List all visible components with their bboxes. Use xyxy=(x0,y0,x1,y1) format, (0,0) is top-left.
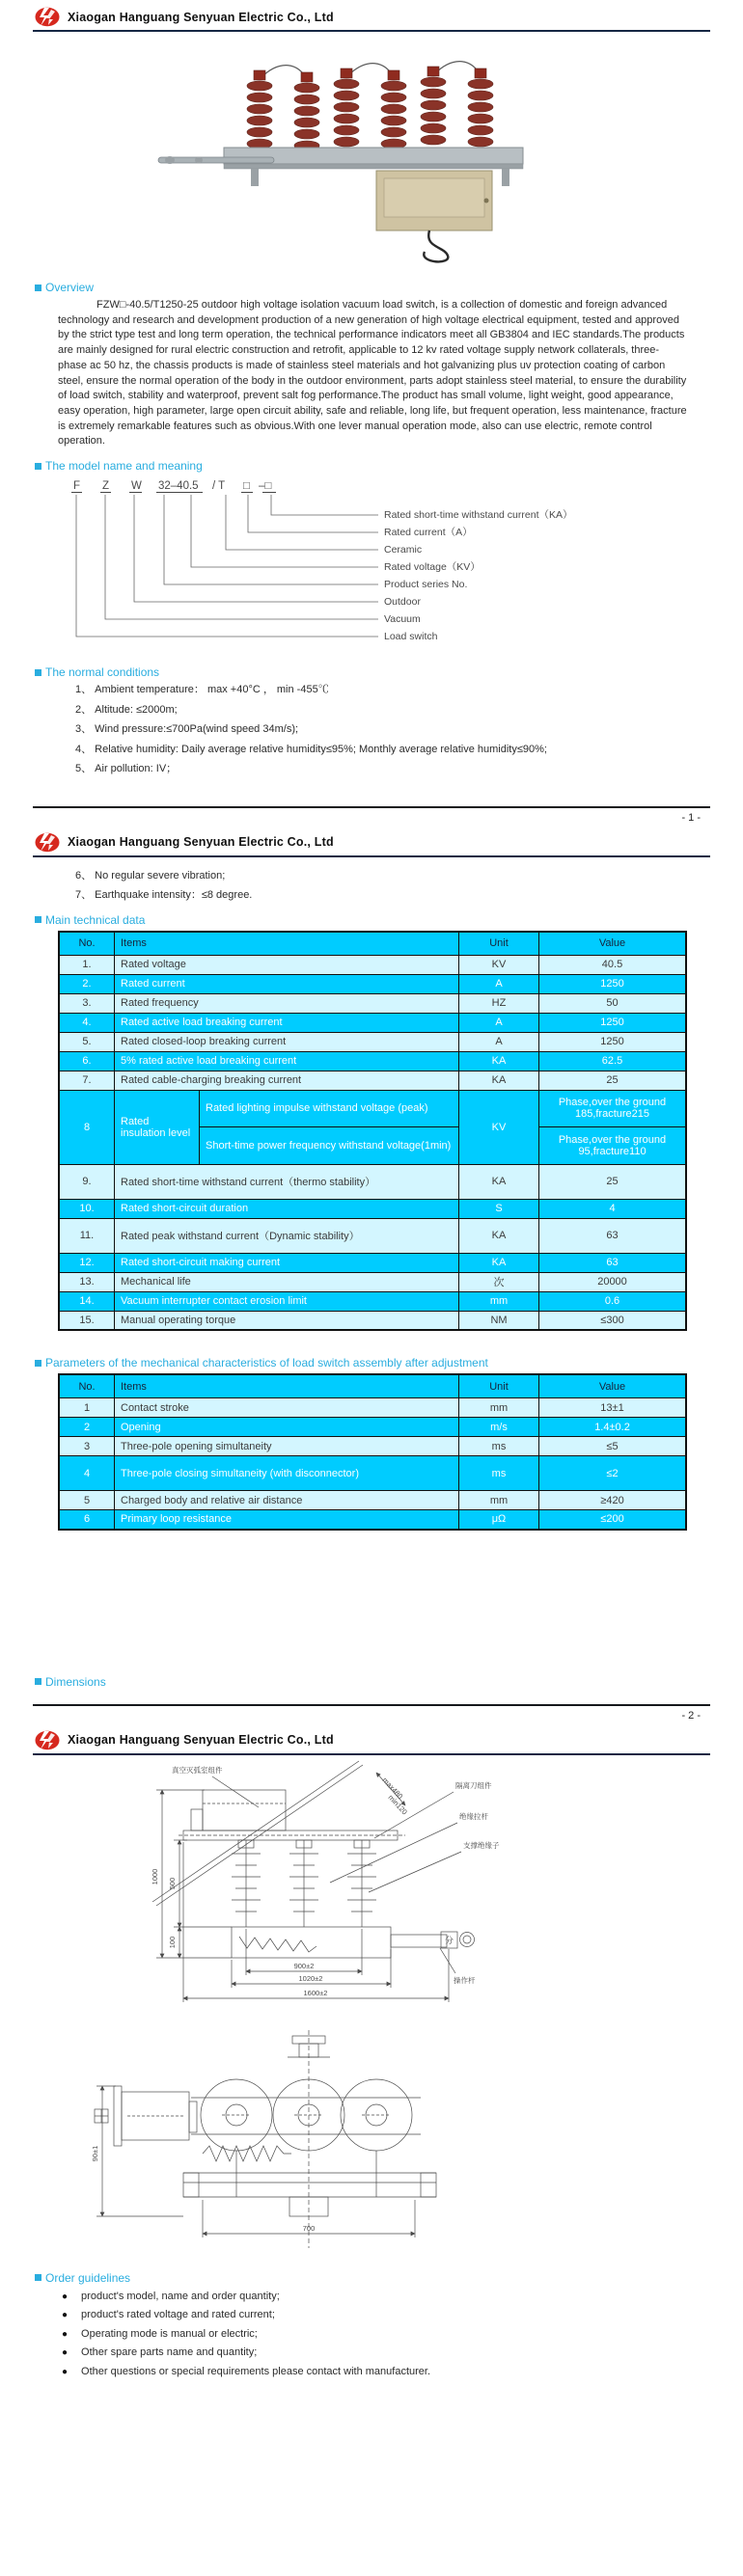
dimension-drawing-front xyxy=(68,2026,743,2258)
svg-text:W: W xyxy=(131,480,142,493)
svg-text:绝缘拉杆: 绝缘拉杆 xyxy=(459,1811,488,1821)
product-photo-image xyxy=(154,41,589,265)
company-logo-icon xyxy=(35,1730,60,1750)
condition-item: 6、 No regular severe vibration; xyxy=(75,869,226,881)
svg-text:100: 100 xyxy=(168,1936,177,1948)
mech-table-row: 2 Opening m/s 1.4±0.2 xyxy=(59,1418,686,1437)
svg-text:Rated short-time withstand cur: Rated short-time withstand current（KA） xyxy=(384,509,573,522)
condition-item: 2、 Altitude: ≤2000m; xyxy=(75,703,178,716)
dimension-drawing-side xyxy=(87,1755,743,2013)
svg-text:隔离刀组件: 隔离刀组件 xyxy=(455,1780,492,1790)
section-bullet-icon xyxy=(35,1678,41,1685)
svg-text:/ T: / T xyxy=(212,480,226,493)
tech-table-row: 8 Rated insulation level Rated lighting impulse withstand voltage (peak) Short-time power frequency withstand voltage(1min) KV Phase,over the ground 185,fracture215 Phase,over the ground 95,fracture110 xyxy=(59,1090,686,1164)
conditions-list xyxy=(75,683,654,777)
svg-text:操作杆: 操作杆 xyxy=(454,1975,476,1985)
mech-table xyxy=(58,1373,687,1531)
section-bullet-icon xyxy=(35,1360,41,1367)
tech-table-row: 11. Rated peak withstand current（Dynamic stability） KA 63 xyxy=(59,1218,686,1253)
section-bullet-icon xyxy=(35,285,41,291)
condition-item: 4、 Relative humidity: Daily average relative humidity≤95%; Monthly average relative humidity≤90%; xyxy=(75,743,547,755)
mech-table-row: 6 Primary loop resistance μΩ ≤200 xyxy=(59,1510,686,1530)
tech-table-row: 2. Rated current A 1250 xyxy=(59,974,686,993)
svg-text:Rated voltage（KV）: Rated voltage（KV） xyxy=(384,561,481,574)
section-bullet-icon xyxy=(35,463,41,470)
order-bullet-item xyxy=(62,2364,743,2381)
order-bullet-item xyxy=(62,2345,743,2362)
svg-text:Ceramic: Ceramic xyxy=(384,544,423,556)
svg-text:F: F xyxy=(73,480,81,493)
order-bullet-text: Other spare parts name and quantity; xyxy=(81,2346,258,2359)
tech-table-row: 14. Vacuum interrupter contact erosion limit mm 0.6 xyxy=(59,1291,686,1311)
mech-table-heading: Parameters of the mechanical characteristics of load switch assembly after adjustment xyxy=(35,1356,743,1369)
svg-text:Load switch: Load switch xyxy=(384,631,438,643)
svg-text:–□: –□ xyxy=(259,480,272,493)
conditions-heading: The normal conditions xyxy=(35,665,743,679)
overview-heading: Overview xyxy=(35,281,743,294)
company-logo-icon xyxy=(35,832,60,853)
svg-text:500: 500 xyxy=(168,1877,177,1889)
order-bullet-item xyxy=(62,2307,743,2324)
company-header xyxy=(33,826,710,857)
tech-table-row: 6. 5% rated active load breaking current KA 62.5 xyxy=(59,1051,686,1071)
mech-table-header-row: No. Items Unit Value xyxy=(59,1374,686,1398)
dimensions-heading: Dimensions xyxy=(35,1675,743,1689)
bullet-icon: ● xyxy=(62,2366,69,2377)
svg-text:Outdoor: Outdoor xyxy=(384,596,421,609)
tech-table-row: 5. Rated closed-loop breaking current A 1250 xyxy=(59,1032,686,1051)
mech-table-row: 1 Contact stroke mm 13±1 xyxy=(59,1398,686,1418)
page-divider xyxy=(33,1704,710,1706)
svg-text:90±1: 90±1 xyxy=(91,2145,99,2161)
svg-text:min120: min120 xyxy=(386,1792,409,1816)
company-header xyxy=(33,0,710,32)
order-bullet-text: product's rated voltage and rated current; xyxy=(81,2309,275,2321)
section-bullet-icon xyxy=(35,669,41,676)
mech-table-row: 3 Three-pole opening simultaneity ms ≤5 xyxy=(59,1437,686,1456)
tech-table-row: 1. Rated voltage KV 40.5 xyxy=(59,955,686,974)
svg-text:1020±2: 1020±2 xyxy=(298,1973,323,1983)
tech-table-row: 15. Manual operating torque NM ≤300 xyxy=(59,1311,686,1330)
bullet-icon: ● xyxy=(62,2347,69,2359)
svg-text:Z: Z xyxy=(102,480,110,493)
svg-text:Vacuum: Vacuum xyxy=(384,613,421,626)
overview-paragraph: FZW□-40.5/T1250-25 outdoor high voltage isolation vacuum load switch, is a collection of domestic and foreign advanced technology and research and development production of a new generation of high voltage electrical equipment, tested and approved by the strict type test and long term operation, the technical performance indicators meet all GB3804 and IEC standards.The products are mainly designed for rural electric construction and retrofit, applicable to 12 kv rated voltage supply network collaterals, three-phase ac 50 hz, the chassis products is made of stainless steel materials and hot galvanizing plus uv protection coating of carbon steel, ensure the normal operation of the body in the outdoor environment, parts adopt stainless steel material, to ensure the durability of load switch, stability and waterproof, prevent salt fog performance.The product has small volume, light weight, good appearance, easy operation, high parameter, large open circuit ability, safe and reliable, long life, but frequent operation, less maintenance, fracture is extremely remarkable features such as obvious.With one lever manual operation mode, also can use electric, remote control operation. xyxy=(58,299,687,447)
svg-text:Product series No.: Product series No. xyxy=(384,579,468,591)
order-bullet-text: Operating mode is manual or electric; xyxy=(81,2327,258,2340)
tech-table-row: 12. Rated short-circuit making current KA 63 xyxy=(59,1253,686,1272)
tech-table-row: 4. Rated active load breaking current A 1250 xyxy=(59,1013,686,1032)
tech-table-heading: Main technical data xyxy=(35,913,743,927)
order-bullet-item xyxy=(62,2289,743,2306)
page-number-2: - 2 - xyxy=(681,1709,701,1722)
tech-table-row: 10. Rated short-circuit duration S 4 xyxy=(59,1199,686,1218)
section-bullet-icon xyxy=(35,916,41,923)
mech-table-row: 5 Charged body and relative air distance mm ≥420 xyxy=(59,1491,686,1510)
condition-item: 3、 Wind pressure:≤700Pa(wind speed 34m/s); xyxy=(75,723,299,736)
tech-table-header-row: No. Items Unit Value xyxy=(59,932,686,956)
svg-text:900±2: 900±2 xyxy=(293,1961,315,1970)
company-name: Xiaogan Hanguang Senyuan Electric Co., Ltd xyxy=(68,835,334,850)
page-divider xyxy=(33,806,710,808)
svg-text:Rated current（A）: Rated current（A） xyxy=(384,527,473,539)
condition-item: 7、 Earthquake intensity：≤8 degree. xyxy=(75,889,253,902)
svg-text:700: 700 xyxy=(302,2223,316,2233)
svg-text:□: □ xyxy=(243,480,250,493)
company-header xyxy=(33,1723,710,1755)
model-diagram xyxy=(60,476,692,656)
company-name: Xiaogan Hanguang Senyuan Electric Co., Ltd xyxy=(68,1733,334,1748)
condition-item: 5、 Air pollution: IV； xyxy=(75,763,178,775)
svg-text:真空灭弧室组件: 真空灭弧室组件 xyxy=(172,1765,223,1775)
tech-table-row: 13. Mechanical life 次 20000 xyxy=(59,1272,686,1291)
page-number-1: - 1 - xyxy=(681,811,701,824)
order-list xyxy=(62,2289,743,2381)
conditions-list-continued xyxy=(75,869,654,904)
mech-table-row: 4 Three-pole closing simultaneity (with disconnector) ms ≤2 xyxy=(59,1456,686,1491)
order-bullet-text: Other questions or special requirements please contact with manufacturer. xyxy=(81,2365,431,2377)
svg-text:支撑绝缘子: 支撑绝缘子 xyxy=(463,1840,500,1850)
product-photo xyxy=(0,41,743,271)
tech-table-row: 3. Rated frequency HZ 50 xyxy=(59,993,686,1013)
tech-table-row: 7. Rated cable-charging breaking current KA 25 xyxy=(59,1071,686,1090)
condition-item: 1、 Ambient temperature： max +40°C ， min -455℃ xyxy=(75,684,329,696)
order-heading: Order guidelines xyxy=(35,2271,743,2285)
bullet-icon: ● xyxy=(62,2328,69,2340)
order-bullet-item xyxy=(62,2326,743,2344)
svg-text:max480: max480 xyxy=(380,1775,405,1801)
model-heading: The model name and meaning xyxy=(35,459,743,473)
order-bullet-text: product's model, name and order quantity; xyxy=(81,2290,280,2302)
section-bullet-icon xyxy=(35,2274,41,2281)
svg-text:1000: 1000 xyxy=(151,1868,159,1885)
company-name: Xiaogan Hanguang Senyuan Electric Co., Ltd xyxy=(68,10,334,24)
svg-text:1600±2: 1600±2 xyxy=(303,1988,328,1997)
tech-table xyxy=(58,931,687,1332)
svg-text:分: 分 xyxy=(445,1935,454,1945)
bullet-icon: ● xyxy=(62,2291,69,2302)
company-logo-icon xyxy=(35,7,60,27)
tech-table-row: 9. Rated short-time withstand current（thermo stability） KA 25 xyxy=(59,1164,686,1199)
bullet-icon: ● xyxy=(62,2310,69,2321)
svg-text:32–40.5: 32–40.5 xyxy=(158,480,199,493)
